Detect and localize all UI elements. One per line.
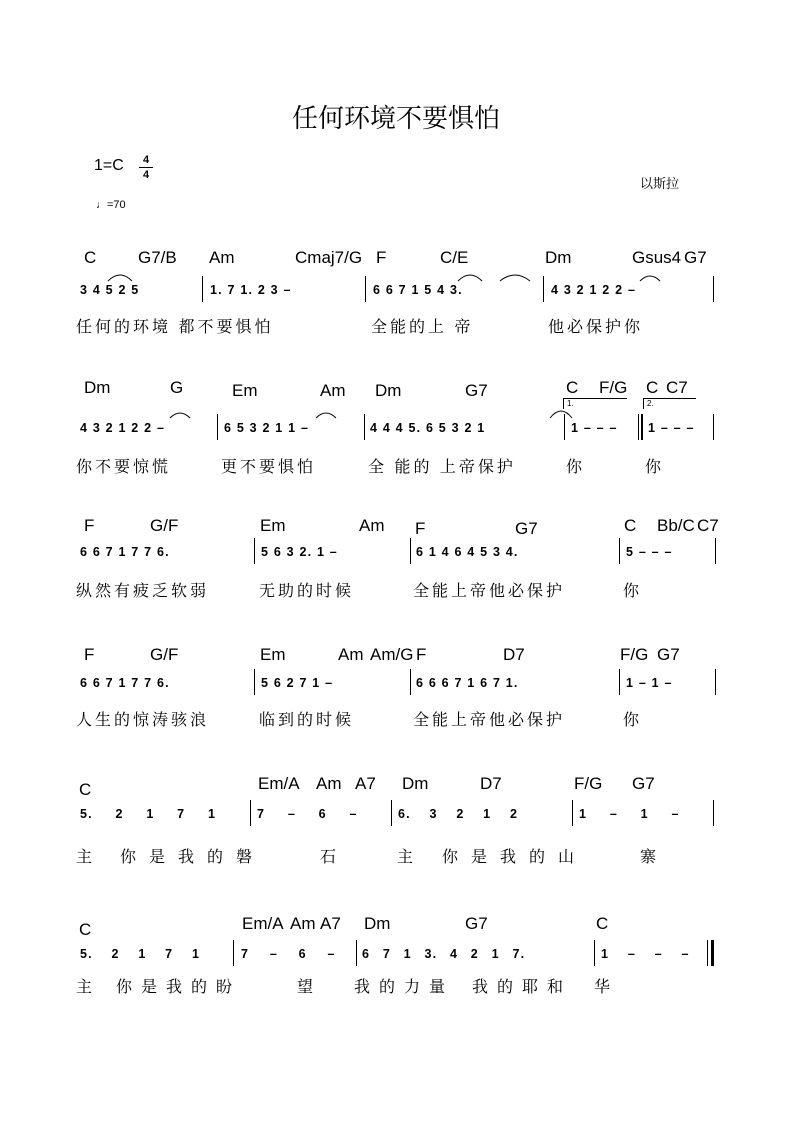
- measure: 7 – 6 –: [241, 947, 336, 961]
- lyric: 主: [76, 849, 106, 866]
- chord: C: [84, 248, 97, 267]
- measure: 6 6 6 7 1 6 7 1.: [416, 676, 519, 690]
- chord-line: [0, 774, 792, 800]
- chord: F: [84, 645, 95, 664]
- lyric: 临到的时候: [259, 712, 355, 729]
- measure: 6 6 7 1 7 7 6.: [80, 676, 170, 690]
- chord-line: [0, 914, 792, 940]
- chord: G7: [684, 248, 707, 267]
- lyric: 全能上帝他必保护: [413, 583, 566, 600]
- measure: 6 6 7 1 7 7 6.: [80, 545, 170, 559]
- measure: 4 4 4 5. 6 5 3 2 1: [370, 421, 486, 435]
- chord: Am/G: [370, 645, 414, 664]
- chord: G7: [465, 914, 488, 933]
- notation-line: [0, 414, 792, 442]
- measure: 1 – 1 –: [579, 807, 680, 821]
- lyric: 全能的上 帝: [371, 319, 474, 336]
- lyric: 你: [623, 583, 643, 600]
- chord: Am: [290, 914, 316, 933]
- lyric: 你不要惊慌: [76, 459, 172, 476]
- chord: Em: [260, 645, 286, 664]
- measure: 6 7 1 3. 4 2 1 7.: [362, 947, 526, 961]
- chord: Dm: [375, 381, 402, 400]
- lyric: 你: [566, 459, 586, 476]
- lyric: 石: [320, 849, 350, 866]
- barline: [410, 669, 411, 695]
- lyric: 主: [397, 849, 427, 866]
- barline: [619, 669, 620, 695]
- chord-line: [0, 248, 792, 274]
- volta-label: 1.: [567, 399, 574, 408]
- measure: 6 6 7 1 5 4 3.: [373, 283, 463, 297]
- time-bottom: 4: [142, 169, 150, 181]
- barline: [254, 669, 255, 695]
- measure: 6 1 4 6 4 5 3 4.: [416, 545, 519, 559]
- time-signature: [139, 154, 153, 181]
- chord: C: [79, 780, 92, 799]
- chord: Am: [209, 248, 235, 267]
- chord: Em: [260, 516, 286, 535]
- measure: 4 3 2 1 2 2 –: [551, 283, 637, 297]
- measure: 5 6 3 2. 1 –: [261, 545, 338, 559]
- lyric: 华: [594, 979, 620, 996]
- lyric: 他必保护你: [548, 319, 644, 336]
- final-barline-thick: [711, 940, 714, 966]
- lyric: 全能上帝他必保护: [413, 712, 566, 729]
- lyric: 全 能的 上帝保护: [368, 459, 516, 476]
- barline: [713, 414, 714, 440]
- tempo-marking: ♩=70: [96, 199, 126, 211]
- chord: A7: [355, 774, 376, 793]
- chord: D7: [503, 645, 525, 664]
- chord: Am: [316, 774, 342, 793]
- barline: [365, 276, 366, 302]
- chord: D7: [480, 774, 502, 793]
- measure: 3 4 5 2 5: [80, 283, 140, 297]
- chord: Dm: [364, 914, 391, 933]
- barline: [202, 276, 203, 302]
- chord: G/F: [150, 645, 179, 664]
- chord: C: [624, 516, 637, 535]
- barline: [233, 940, 234, 966]
- barline: [391, 800, 392, 826]
- measure: 6 5 3 2 1 1 –: [224, 421, 310, 435]
- final-barline-thin: [707, 940, 708, 966]
- time-top: 4: [142, 154, 150, 166]
- measure: 1. 7 1. 2 3 –: [210, 283, 292, 297]
- chord: G/F: [150, 516, 179, 535]
- chord: F/G: [599, 378, 628, 397]
- chord: C: [566, 378, 579, 397]
- barline: [715, 538, 716, 564]
- lyric: 人生的惊涛骇浪: [76, 712, 210, 729]
- notation-line: [0, 800, 792, 828]
- measure: 6. 3 2 1 2: [398, 807, 519, 821]
- key-signature: 1=C: [94, 157, 124, 174]
- lyric: 你是我的磐: [120, 849, 266, 866]
- chord: Gsus4: [632, 248, 682, 267]
- lyric: 无助的时候: [259, 583, 355, 600]
- barline: [254, 538, 255, 564]
- chord: Am: [359, 516, 385, 535]
- chord: G7: [515, 519, 538, 538]
- chord: G7: [657, 645, 680, 664]
- chord: G7/B: [138, 248, 177, 267]
- barline: [713, 800, 714, 826]
- barline: [364, 414, 365, 440]
- chord: C/E: [440, 248, 469, 267]
- lyric: 你是我的盼: [116, 979, 242, 996]
- chord: G7: [465, 381, 488, 400]
- lyric: 你: [645, 459, 665, 476]
- notation-line: [0, 669, 792, 697]
- measure: 1 – 1 –: [626, 676, 673, 690]
- lyric: 我的耶和: [472, 979, 573, 996]
- notation-line: [0, 276, 792, 304]
- measure: 5 – – –: [626, 545, 673, 559]
- volta-2: [643, 398, 696, 409]
- barline: [250, 800, 251, 826]
- chord: Dm: [402, 774, 429, 793]
- chord: Bb/C: [657, 516, 695, 535]
- barline: [715, 669, 716, 695]
- barline: [356, 940, 357, 966]
- chord: Em: [232, 381, 258, 400]
- chord-line: [0, 645, 792, 671]
- barline: [638, 414, 639, 440]
- barline: [543, 276, 544, 302]
- barline: [713, 276, 714, 302]
- chord: G7: [632, 774, 655, 793]
- time-divider: [139, 167, 153, 168]
- chord: F: [416, 645, 427, 664]
- barline: [594, 940, 595, 966]
- song-title: 任何环境不要惧怕: [291, 103, 500, 133]
- chord: Dm: [84, 378, 111, 397]
- repeat-barline: [641, 414, 643, 440]
- chord: F: [415, 519, 426, 538]
- barline: [564, 414, 565, 440]
- chord: Em/A: [242, 914, 284, 933]
- volta-label: 2.: [647, 399, 654, 408]
- chord: Cmaj7/G: [295, 248, 363, 267]
- composer: 以斯拉: [640, 176, 680, 191]
- measure: 5 6 2 7 1 –: [261, 676, 334, 690]
- measure: 1 – – –: [648, 421, 695, 435]
- measure: 4 3 2 1 2 2 –: [80, 421, 166, 435]
- chord: Dm: [545, 248, 572, 267]
- chord: F: [84, 516, 95, 535]
- chord: C7: [666, 378, 688, 397]
- lyric: 任何的环境 都不要惧怕: [76, 319, 274, 336]
- lyric: 我的力量: [354, 979, 455, 996]
- chord: Em/A: [258, 774, 300, 793]
- chord: C7: [697, 516, 719, 535]
- chord: C: [596, 914, 609, 933]
- lyric: 你是我的山: [442, 849, 588, 866]
- lyric: 更不要惧怕: [221, 459, 317, 476]
- chord: C: [646, 378, 659, 397]
- barline: [619, 538, 620, 564]
- measure: 1 – – –: [601, 947, 690, 961]
- measure: 7 – 6 –: [257, 807, 358, 821]
- measure: 5. 2 1 7 1: [80, 807, 217, 821]
- lyric: 你: [623, 712, 643, 729]
- chord: Am: [320, 381, 346, 400]
- lyric: 主: [76, 979, 102, 996]
- barline: [410, 538, 411, 564]
- barline: [572, 800, 573, 826]
- lyric: 寨: [640, 849, 670, 866]
- chord: A7: [320, 914, 341, 933]
- lyric: 纵然有疲乏软弱: [76, 583, 210, 600]
- notation-line: [0, 538, 792, 566]
- lyric: 望: [297, 979, 323, 996]
- measure: 5. 2 1 7 1: [80, 947, 201, 961]
- chord: F/G: [620, 645, 649, 664]
- chord: F/G: [574, 774, 603, 793]
- measure: 1 – – –: [571, 421, 618, 435]
- chord: Am: [338, 645, 364, 664]
- chord: G: [170, 378, 184, 397]
- chord: C: [79, 920, 92, 939]
- chord: F: [376, 248, 387, 267]
- volta-1: [563, 398, 627, 409]
- barline: [217, 414, 218, 440]
- notation-line: [0, 940, 792, 968]
